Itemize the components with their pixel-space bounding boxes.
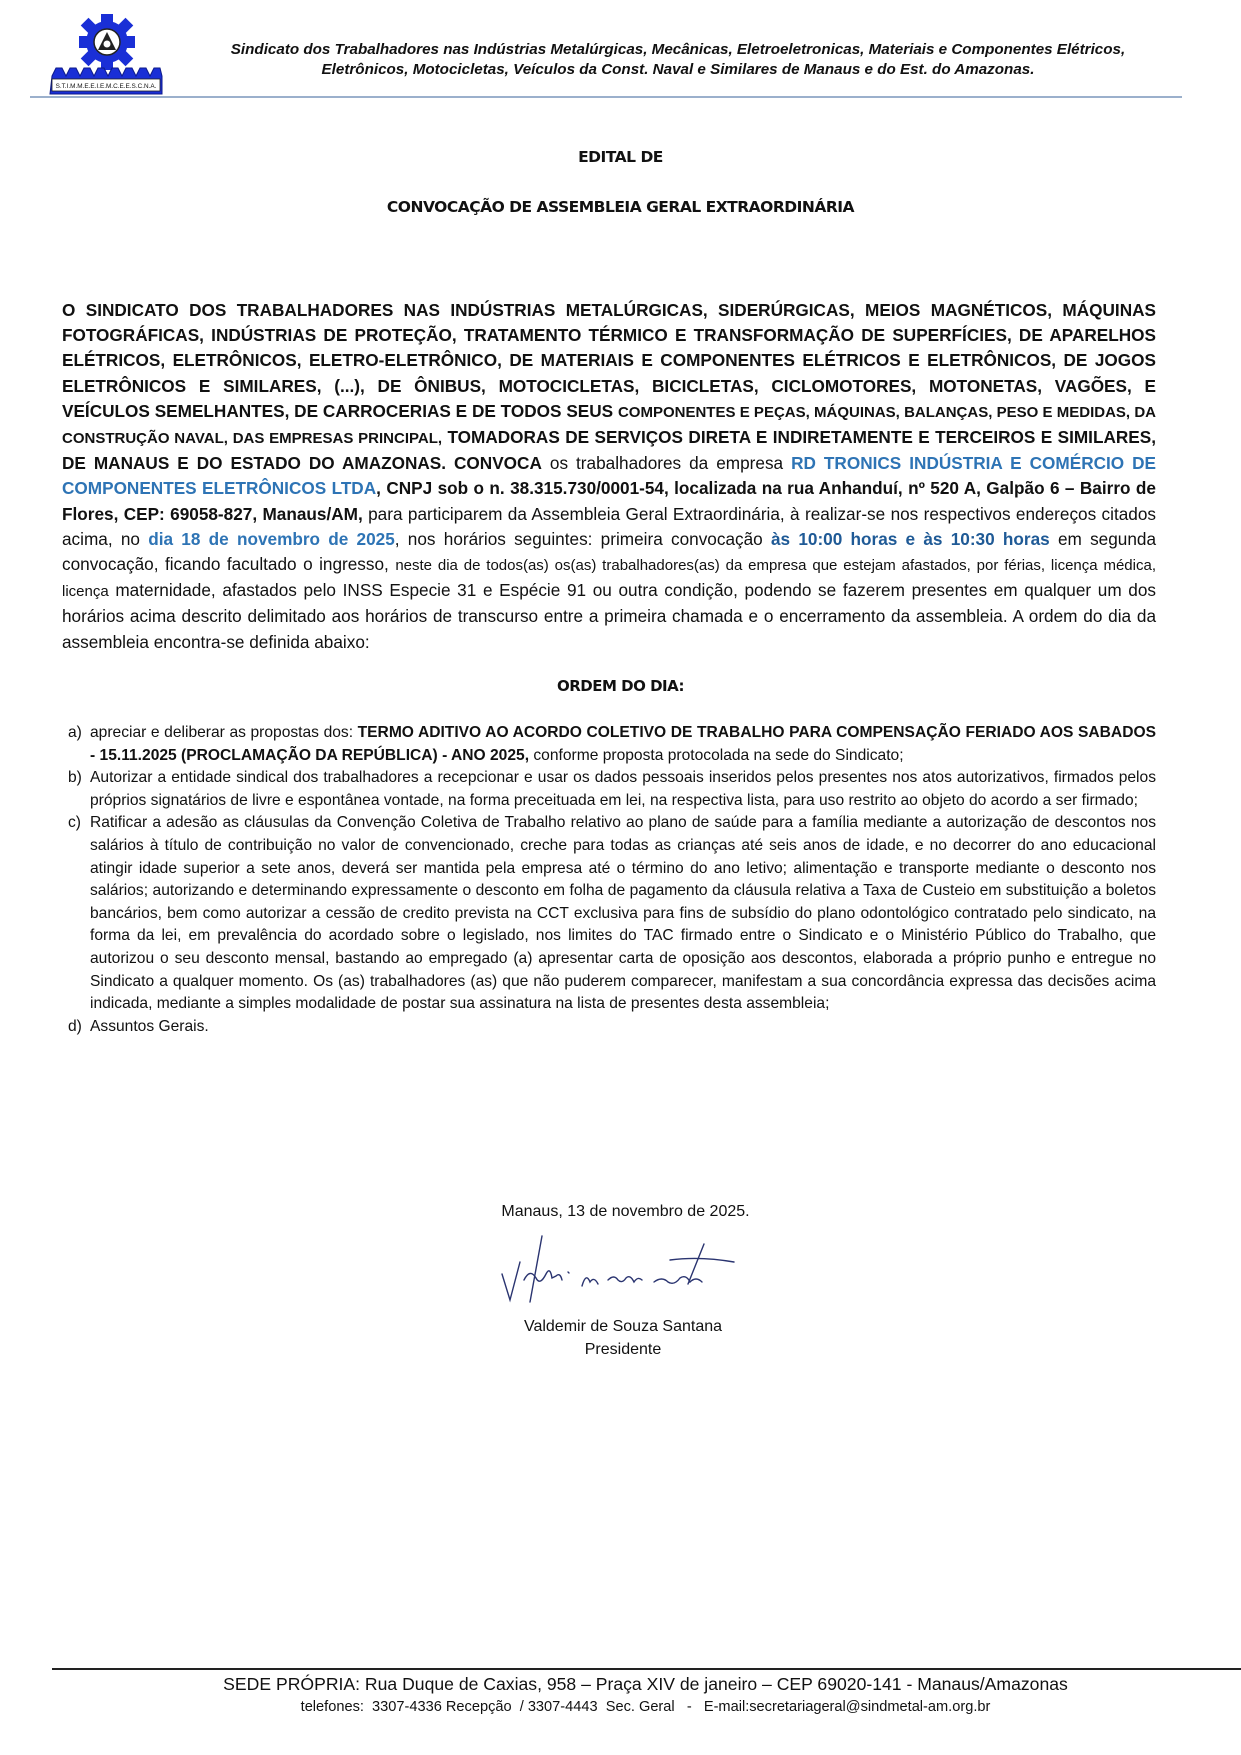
agenda-item-a (68, 722, 1156, 767)
body-text-5: neste dia de todos(as) os(as) trabalhadores(as) da empresa que estejam afastados, por férias, licença médica, licença (62, 557, 1156, 601)
assembly-times: às 10:00 horas e às 10:30 horas (770, 528, 1050, 549)
agenda-item-text-post: conforme proposta protocolada na sede do Sindicato; (533, 746, 904, 764)
agenda-item-text: Assuntos Gerais. (90, 1017, 209, 1035)
company-cnpj-address: , CNPJ sob o n. 38.315.730/0001-54, localizada na rua Anhanduí, nº 520 A, Galpão 6 – Bairro de Flores, CEP: 69058-827, Manaus/AM, (62, 478, 1156, 524)
place-date (0, 1203, 1241, 1221)
body-text-3: , nos horários seguintes: primeira convocação (394, 528, 763, 549)
agenda-item-text: apreciar e deliberar as propostas dos: (90, 724, 358, 741)
place-date-text: Manaus, 13 de novembro de 2025. (501, 1203, 750, 1220)
convocation-paragraph (62, 298, 1156, 655)
agenda-item-text: Ratificar a adesão as cláusulas da Convenção Coletiva de Trabalho relativo ao plano de saúde para a família mediante a autorização de descontos nos salários à título de contribuição no valor de convencionado, creche para todas as crianças até seis anos de idade, e no decorrer do ano educacional atingir idade superior a sete anos, deverá ser mantida pela empresa até o término do ano letivo; alimentação e transporte mediante o desconto nos salários; autorizando e determinando expressamente o desconto em folha de pagamento da cláusula relativa a Taxa de Custeio em substituição a boletos bancários, bem como autorizar a cessão de credito prevista na CCT exclusiva para fins de subsídio do plano odontológico contratado pelo sindicato, na forma da lei, em prevalência do acordado sobre o legislado, nos limites do TAC firmado entre o Sindicato e o Ministério Público do Trabalho, que autorizou o seu desconto mensal, bastando ao empregado (a) apresentar carta de oposição aos descontos, elaborada a próprio punho e entregue no Sindicato a qualquer momento. Os (as) trabalhadores (as) que não puderem comparecer, manifestam a sua concordância expressa das decisões acima indicada, mediante a simples modalidade de postar sua assinatura na lista de presentes desta assembleia; (90, 814, 1156, 1013)
body-text-4: em segunda convocação, ficando facultado o ingresso, (62, 528, 1157, 575)
union-logo (46, 12, 168, 96)
agenda-list (68, 722, 1156, 1038)
body-text-1: os trabalhadores da empresa (549, 453, 784, 474)
footer-contacts: telefones: 3307-4336 Recepção / 3307-4443 Sec. Geral - E-mail:secretariageral@sindmetal-am.org.br (300, 1699, 991, 1715)
handwritten-signature (490, 1232, 750, 1312)
body-text-2: para participarem da Assembleia Geral Extraordinária, à realizar-se nos respectivos endereços citados acima, no (62, 503, 1157, 549)
assembly-date: dia 18 de novembro de 2025 (148, 528, 395, 549)
union-name-end: TOMADORAS DE SERVIÇOS DIRETA E INDIRETAMENTE E TERCEIROS E SIMILARES, DE MANAUS E DO ESTADO DO AMAZONAS. CONVOCA (62, 427, 1156, 474)
agenda-marker: a) (68, 724, 82, 741)
body-text-6: maternidade, afastados pelo INSS Especie 31 e Espécie 91 ou outra condição, podendo se fazerem presentes em qualquer um dos horários acima descrito delimitado aos horários de transcurso entre a primeira chamada e o encerramento da assembleia. A ordem do dia da assembleia encontra-se definida abaixo: (62, 580, 1156, 652)
agenda-item-d (68, 1016, 1156, 1039)
gear-icon (79, 14, 135, 70)
agenda-marker: b) (68, 769, 82, 787)
rack-base (50, 68, 162, 94)
company-name: RD TRONICS INDÚSTRIA E COMÉRCIO DE COMPONENTES ELETRÔNICOS LTDA (62, 453, 1157, 499)
logo-acronym: S.T.I.M.M.E.E.I.E.M.C.E.E.S.C.N.A. (55, 83, 157, 90)
signatory-role: Presidente (584, 1341, 662, 1358)
agenda-item-b (68, 767, 1156, 812)
agenda-item-bold: TERMO ADITIVO AO ACORDO COLETIVO DE TRABALHO PARA COMPENSAÇÃO FERIADO AOS SABADOS - 15.11.2025 (PROCLAMAÇÃO DA REPÚBLICA) - ANO 2025, (90, 724, 1156, 764)
header-line-2: Eletrônicos, Motocicletas, Veículos da Const. Naval e Similares de Manaus e do Est. do Amazonas. (321, 61, 1035, 78)
header-line-1: Sindicato dos Trabalhadores nas Indústrias Metalúrgicas, Mecânicas, Eletroeletronicas, Materiais e Componentes Elétricos, (230, 41, 1126, 58)
agenda-heading: ORDEM DO DIA: (557, 677, 684, 695)
document-title-line-1: EDITAL DE (578, 148, 663, 166)
document-title-line-2: CONVOCAÇÃO DE ASSEMBLEIA GERAL EXTRAORDINÁRIA (386, 198, 855, 216)
footer-address: SEDE PRÓPRIA: Rua Duque de Caxias, 958 – Praça XIV de janeiro – CEP 69020-141 - Manaus/Amazonas (223, 1674, 1068, 1694)
signatory-name: Valdemir de Souza Santana (523, 1318, 723, 1335)
union-header (178, 40, 1178, 80)
agenda-marker: d) (68, 1017, 82, 1035)
agenda-item-text: Autorizar a entidade sindical dos trabalhadores a recepcionar e usar os dados pessoais inseridos pelos presentes nos atos autorizativos, firmados pelos próprios signatários de livre e espontânea vontade, na forma preceituada em lei, na respectiva lista, para uso restrito ao objeto do acordo a ser firmado; (90, 769, 1156, 809)
footer-divider (52, 1668, 1241, 1670)
agenda-marker: c) (68, 814, 81, 832)
header-divider (30, 96, 1182, 98)
union-name: O SINDICATO DOS TRABALHADORES NAS INDÚSTRIAS METALÚRGICAS, SIDERÚRGICAS, MEIOS MAGNÉTICOS, MÁQUINAS FOTOGRÁFICAS, INDÚSTRIAS DE PROTEÇÃO, TRATAMENTO TÉRMICO E TRANSFORMAÇÃO DE SUPERFÍCIES, DE APARELHOS ELÉTRICOS, ELETRÔNICOS, ELETRO-ELETRÔNICO, DE MATERIAIS E COMPONENTES ELÉTRICOS E ELETRÔNICOS, DE JOGOS ELETRÔNICOS E SIMILARES, (...), DE ÔNIBUS, MOTOCICLETAS, BICICLETAS, CICLOMOTORES, MOTONETAS, VAGÕES, E VEÍCULOS SEMELHANTES, DE CARROCERIAS E DE TODOS SEUS (62, 300, 1156, 421)
union-name-continued: COMPONENTES E PEÇAS, MÁQUINAS, BALANÇAS, PESO E MEDIDAS, DA CONSTRUÇÃO NAVAL, DAS EMPRESAS PRINCIPAL, (62, 403, 1156, 448)
agenda-item-c (68, 812, 1156, 1015)
